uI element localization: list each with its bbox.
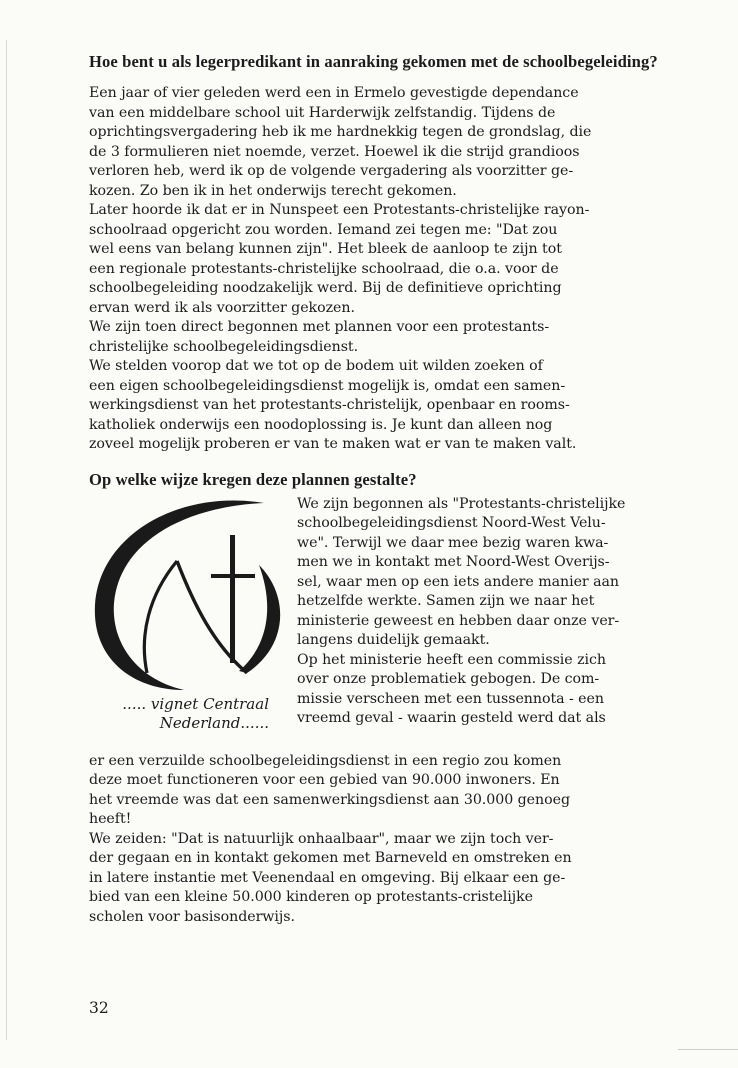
text-line: een regionale protestants-christelijke schoolraad, die o.a. voor de [89, 260, 559, 277]
text-line: in latere instantie met Veenendaal en omgeving. Bij elkaar een ge- [89, 869, 566, 886]
text-line: schoolraad opgericht zou worden. Iemand zei tegen me: "Dat zou [89, 221, 558, 238]
text-line: zoveel mogelijk proberen er van te maken wat er van te maken valt. [89, 436, 577, 452]
text-line: christelijke schoolbegeleidingsdienst. [89, 338, 359, 355]
caption-line: Nederland...... [159, 713, 269, 732]
question-heading-2: Op welke wijze kregen deze plannen gestalte? [89, 469, 417, 489]
section-2 [89, 495, 689, 928]
text-line: een eigen schoolbegeleidingsdienst mogelijk is, omdat een samen- [89, 377, 566, 394]
section-2-full-text [89, 752, 689, 928]
text-line: scholen voor basisonderwijs. [89, 908, 295, 925]
text-line: van een middelbare school uit Harderwijk zelfstandig. Tijdens de [89, 104, 556, 121]
text-line: de 3 formulieren niet noemde, verzet. Hoewel ik die strijd grandioos [89, 143, 580, 160]
text-line: langens duidelijk gemaakt. [297, 632, 490, 648]
page-content [89, 52, 689, 927]
text-line: katholiek onderwijs een noodoplossing is. Je kunt dan alleen nog [89, 416, 553, 433]
question-heading-1: Hoe bent u als legerpredikant in aanraking gekomen met de schoolbegeleiding? [89, 52, 658, 71]
page-edge [6, 40, 7, 1040]
text-line: over onze problematiek gebogen. De com- [297, 671, 600, 687]
logo-caption [89, 695, 269, 733]
section-1-text [89, 84, 689, 455]
text-line: ervan werd ik als voorzitter gekozen. [89, 299, 355, 316]
text-line: oprichtingsvergadering heb ik me hardnekkig tegen de grondslag, die [89, 124, 592, 140]
text-line: sel, waar men op een iets andere manier aan [297, 573, 620, 590]
text-line: schoolbegeleidingsdienst Noord-West Velu- [297, 515, 606, 531]
text-line: we". Terwijl we daar mee bezig waren kwa- [297, 534, 609, 551]
logo-figure [89, 495, 289, 752]
text-line: het vreemde was dat een samenwerkingsdienst aan 30.000 genoeg [89, 791, 570, 808]
text-line: We zijn toen direct begonnen met plannen voor een protestants- [89, 319, 550, 335]
text-line: heeft! [89, 811, 132, 827]
page-edge-bottom [678, 1049, 738, 1050]
text-line: We zijn begonnen als "Protestants-christelijke [297, 495, 626, 512]
text-line: Een jaar of vier geleden werd een in Ermelo gevestigde dependance [89, 85, 579, 101]
text-line: We zeiden: "Dat is natuurlijk onhaalbaar", maar we zijn toch ver- [89, 830, 554, 847]
text-line: schoolbegeleiding noodzakelijk werd. Bij de definitieve oprichting [89, 280, 562, 296]
text-line: missie verscheen met een tussennota - een [297, 690, 604, 707]
text-line: der gegaan en in kontakt gekomen met Barneveld en omstreken en [89, 850, 572, 866]
text-line: wel eens van belang kunnen zijn". Het bleek de aanloop te zijn tot [89, 241, 562, 257]
text-line: vreemd geval - waarin gesteld werd dat als [297, 710, 606, 726]
text-line: deze moet functioneren voor een gebied van 90.000 inwoners. En [89, 772, 560, 788]
text-line: bied van een kleine 50.000 kinderen op protestants-cristelijke [89, 889, 534, 905]
text-line: er een verzuilde schoolbegeleidingsdienst in een regio zou komen [89, 752, 562, 769]
text-line: kozen. Zo ben ik in het onderwijs terecht gekomen. [89, 182, 457, 199]
text-line: We stelden voorop dat we tot op de bodem uit wilden zoeken of [89, 358, 543, 374]
text-line: men we in kontakt met Noord-West Overijs- [297, 554, 610, 570]
text-line: verloren heb, werd ik op de volgende vergadering als voorzitter ge- [89, 163, 574, 179]
page-number: 32 [89, 999, 109, 1017]
text-line: werkingsdienst van het protestants-christelijk, openbaar en rooms- [89, 397, 570, 413]
text-line: Op het ministerie heeft een commissie zich [297, 651, 607, 668]
text-line: Later hoorde ik dat er in Nunspeet een Protestants-christelijke rayon- [89, 202, 590, 218]
text-line: hetzelfde werkte. Samen zijn we naar het [297, 593, 595, 609]
caption-line: ..... vignet Centraal [122, 694, 269, 713]
vignet-logo-icon [89, 495, 284, 695]
text-line: ministerie geweest en hebben daar onze ver- [297, 612, 620, 629]
